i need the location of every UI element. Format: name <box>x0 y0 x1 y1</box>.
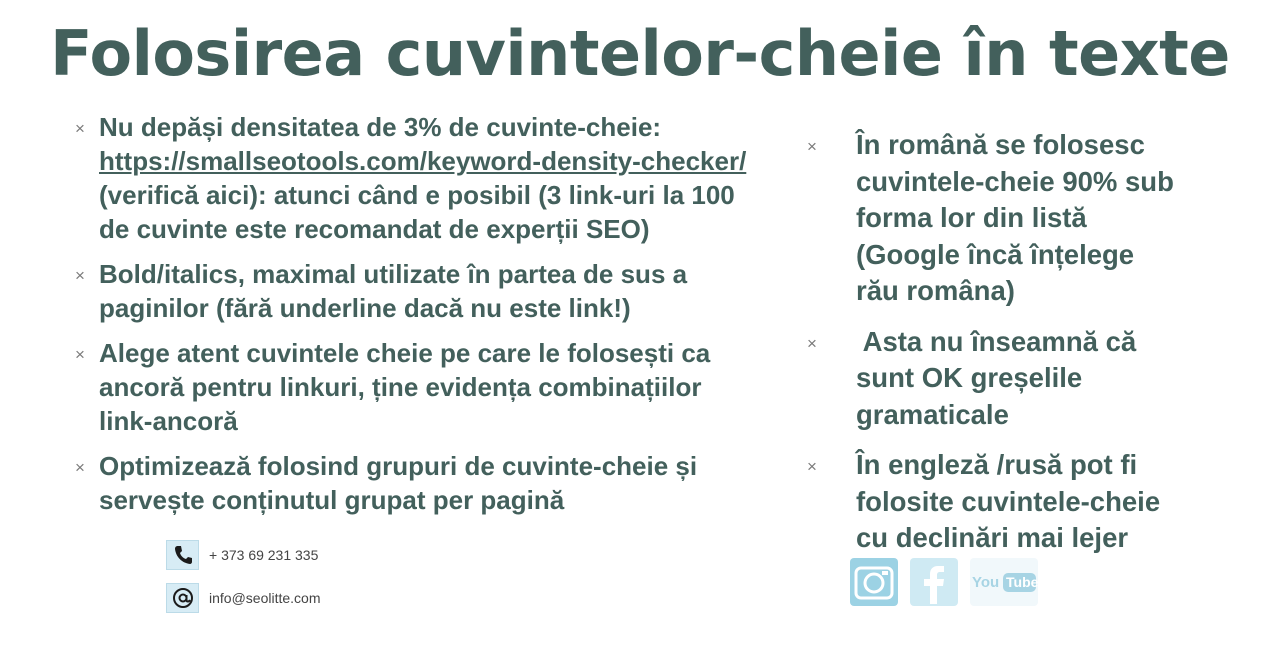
list-item <box>72 449 787 517</box>
list-item-text: sunt OK greșelile <box>856 362 1083 393</box>
list-item-text: Alege atent cuvintele cheie pe care le folosești ca <box>99 338 711 368</box>
page-title: Folosirea cuvintelor-cheie în texte <box>50 17 1230 90</box>
list-item <box>800 447 1220 557</box>
bullet-marker: × <box>75 119 85 138</box>
phone-icon <box>166 540 199 570</box>
list-item-text: (Google încă înțelege <box>856 238 1135 270</box>
list-item <box>72 257 787 325</box>
list-item-text: servește conținutul grupat per pagină <box>99 485 565 515</box>
list-item-text: cuvintele-cheie 90% sub <box>856 165 1174 197</box>
list-item-text: folosite cuvintele-cheie <box>856 485 1161 517</box>
left-bullet-list <box>72 110 787 528</box>
youtube-icon[interactable] <box>970 558 1038 606</box>
list-item <box>72 336 787 438</box>
at-sign-icon <box>166 583 199 613</box>
list-item-text: Bold/italics, maximal utilizate în partea de sus a <box>99 259 688 289</box>
bullet-marker: × <box>75 458 85 477</box>
list-item-text: Asta nu înseamnă că <box>856 325 1137 357</box>
list-item-text: paginilor (fără underline dacă nu este link!) <box>99 293 631 323</box>
list-item-text: În română se folosesc <box>856 129 1145 160</box>
list-item-text: de cuvinte este recomandat de experții SEO) <box>99 214 650 244</box>
instagram-icon[interactable] <box>850 558 898 606</box>
list-item-text: ancoră pentru linkuri, ține evidența combinațiilor <box>99 372 702 402</box>
email-address[interactable]: info@seolitte.com <box>209 590 321 606</box>
bullet-marker: × <box>807 457 817 476</box>
right-bullet-list <box>800 127 1220 571</box>
bullet-marker: × <box>75 266 85 285</box>
list-item-text: forma lor din listă <box>856 202 1087 233</box>
list-item <box>800 324 1220 434</box>
svg-text:Tube: Tube <box>1006 574 1038 590</box>
list-item-text: Nu depăși densitatea de 3% de cuvinte-cheie: <box>99 112 662 142</box>
phone-number[interactable]: + 373 69 231 335 <box>209 547 319 563</box>
list-item-text: rău româna) <box>856 275 1015 306</box>
list-item-text: Optimizează folosind grupuri de cuvinte-cheie și <box>99 451 698 481</box>
contact-email <box>166 583 320 613</box>
bullet-marker: × <box>807 137 817 156</box>
contact-phone <box>166 540 318 570</box>
bullet-marker: × <box>75 345 85 364</box>
list-item-text: În engleză /rusă pot fi <box>856 449 1138 480</box>
list-item <box>72 110 787 246</box>
facebook-icon[interactable] <box>910 558 958 606</box>
list-item-text: (verifică aici): atunci când e posibil (3 link-uri la 100 <box>99 180 735 210</box>
list-item-text: gramaticale <box>856 398 1009 430</box>
list-item-text: cu declinări mai lejer <box>856 522 1129 553</box>
keyword-density-checker-link[interactable]: https://smallseotools.com/keyword-density-checker/ <box>99 146 747 176</box>
list-item-text: link-ancoră <box>99 406 238 436</box>
svg-text:You: You <box>972 574 1000 591</box>
list-item <box>800 127 1220 310</box>
bullet-marker: × <box>807 333 817 353</box>
